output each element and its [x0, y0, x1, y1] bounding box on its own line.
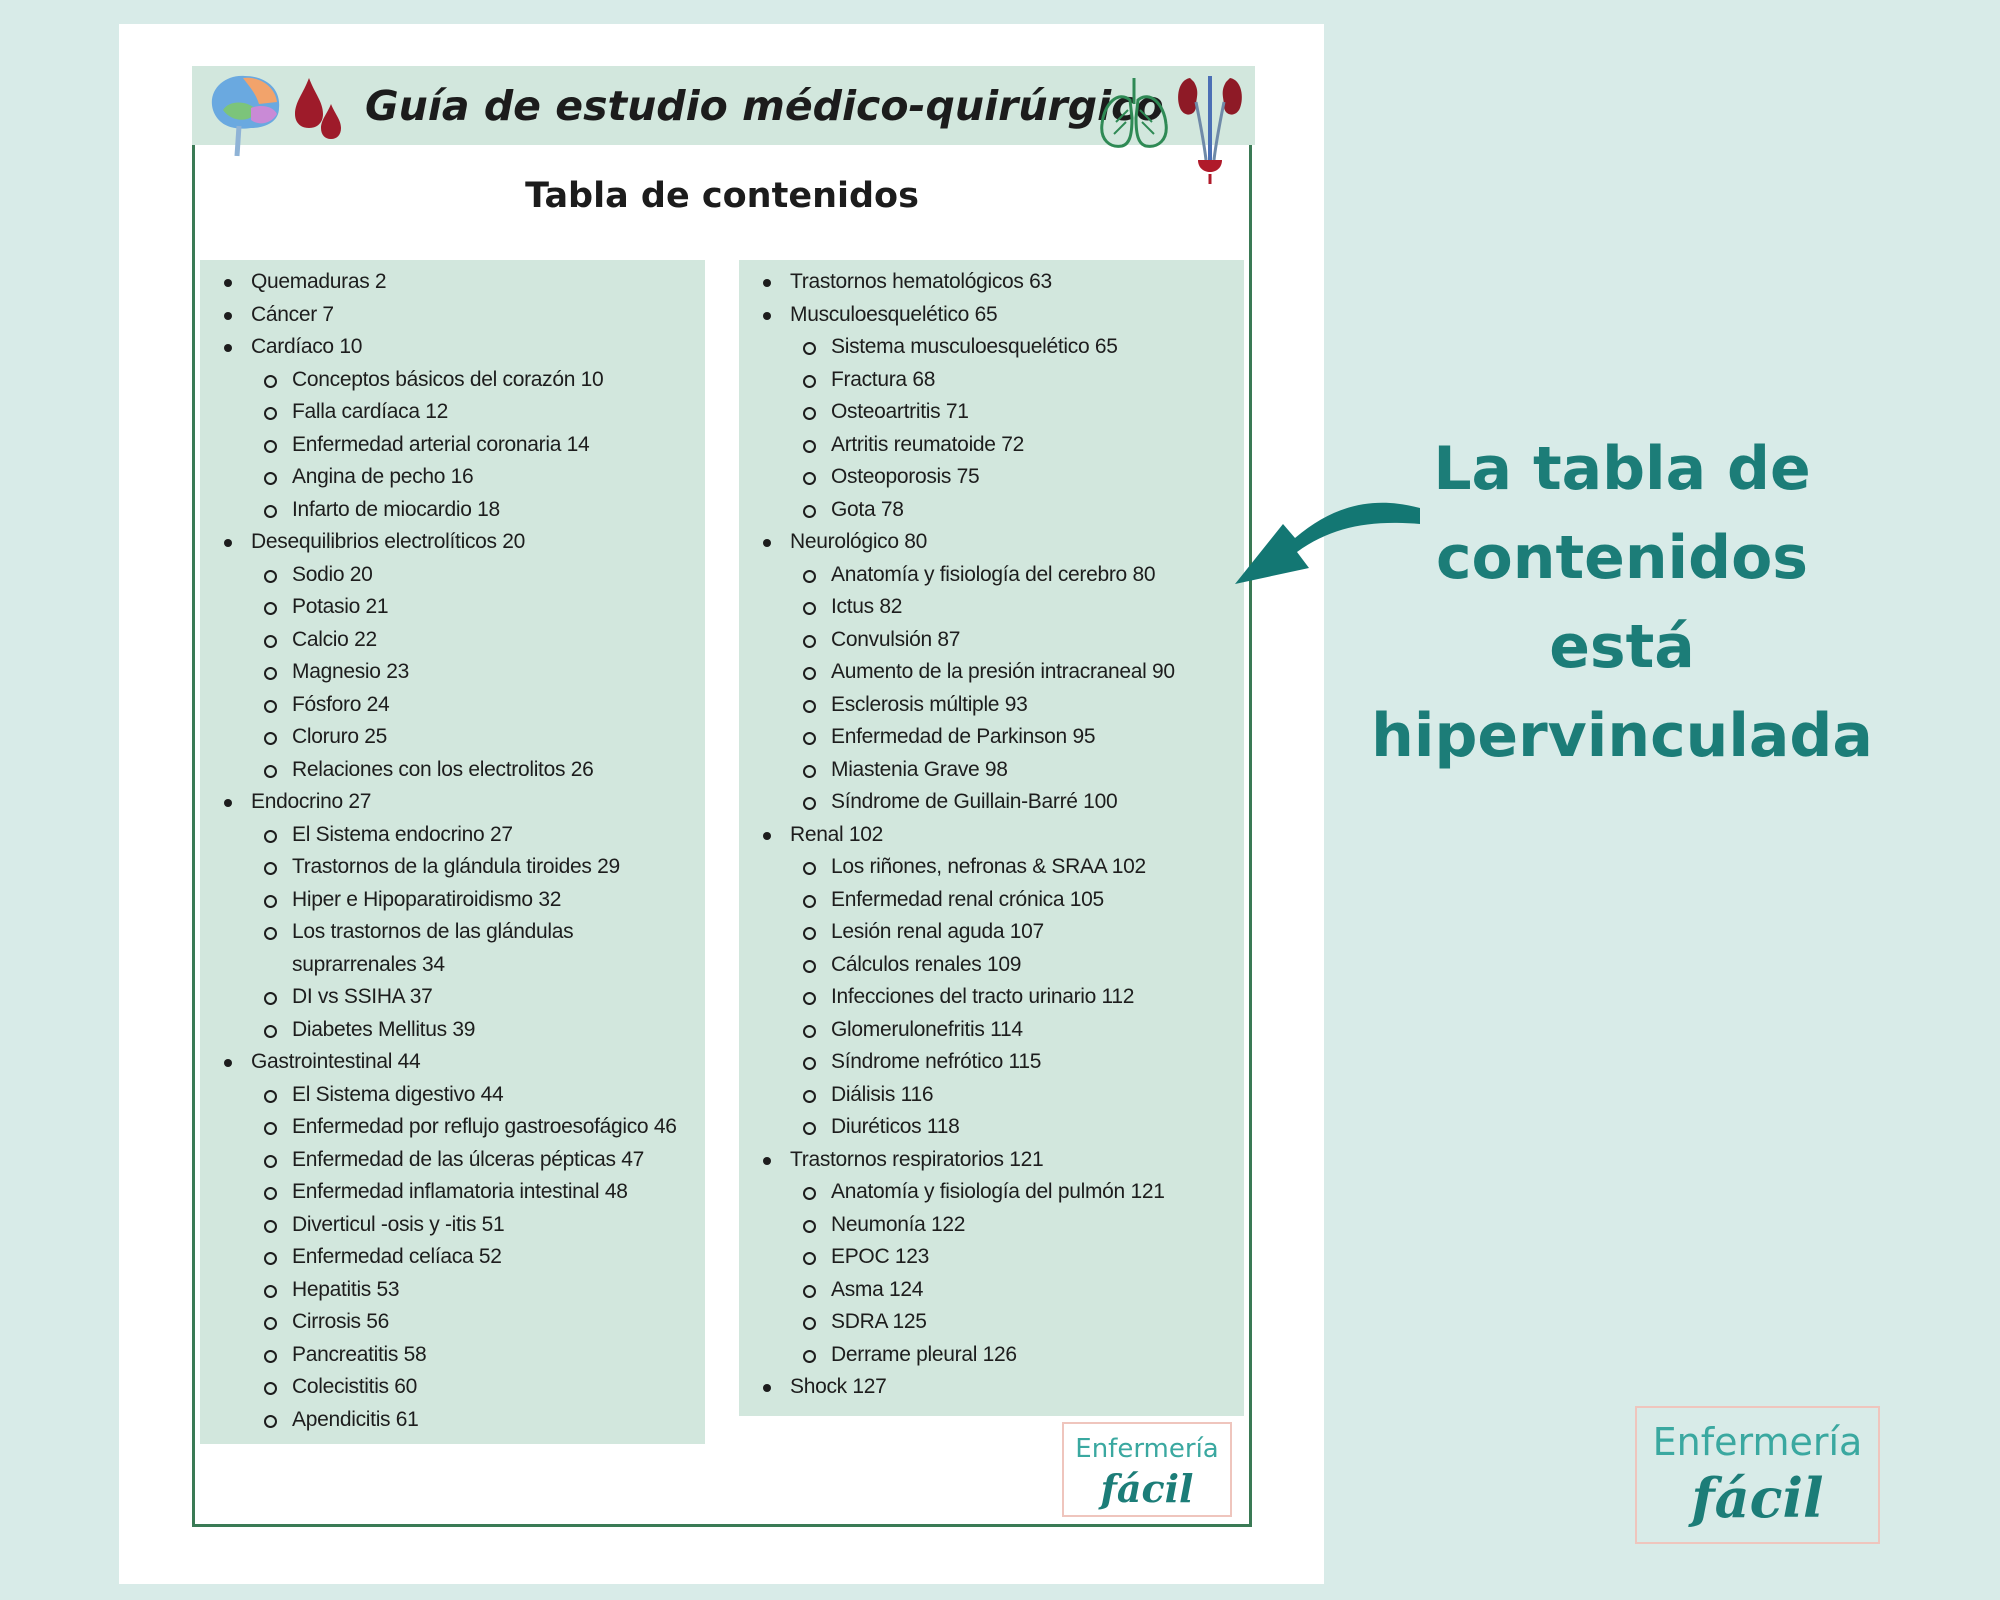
toc-subsection-link[interactable]	[200, 819, 705, 852]
toc-subsection-link[interactable]	[200, 364, 705, 397]
toc-subsection-link[interactable]	[739, 1339, 1244, 1372]
toc-entry-label: Trastornos de la glándula tiroides 29	[292, 855, 620, 878]
toc-entry-label: Colecistitis 60	[292, 1375, 418, 1398]
toc-section-link[interactable]	[739, 299, 1244, 332]
logo-brand	[1635, 1406, 1880, 1544]
toc-entry-label: Infecciones del tracto urinario 112	[831, 985, 1135, 1008]
toc-subsection-link[interactable]	[739, 591, 1244, 624]
toc-entry-label: Sistema musculoesquelético 65	[831, 335, 1118, 358]
toc-entry-label: Lesión renal aguda 107	[831, 920, 1044, 943]
toc-entry-label: Miastenia Grave 98	[831, 757, 1008, 781]
toc-heading: Tabla de contenidos	[525, 176, 919, 216]
toc-entry-label: Conceptos básicos del corazón 10	[292, 367, 604, 391]
toc-subsection-link[interactable]	[200, 429, 705, 462]
toc-entry-label: Enfermedad renal crónica 105	[831, 887, 1104, 911]
toc-subsection-link[interactable]	[200, 494, 705, 527]
toc-entry-label: Artritis reumatoide 72	[831, 432, 1024, 456]
toc-subsection-link[interactable]	[739, 1079, 1244, 1112]
toc-entry-label: Desequilibrios electrolíticos 20	[251, 530, 526, 553]
callout-line-1: La tabla de	[1433, 434, 1811, 504]
toc-subsection-link[interactable]	[200, 461, 705, 494]
toc-column-right	[739, 260, 1244, 1416]
toc-entry-label: Potasio 21	[292, 595, 389, 618]
document-title: Guía de estudio médico-quirúrgico	[365, 82, 1164, 130]
toc-subsection-link[interactable]	[200, 1079, 705, 1112]
blood-drops-icon	[293, 76, 345, 142]
toc-entry-label: Convulsión 87	[831, 627, 961, 651]
toc-column-left	[200, 260, 705, 1444]
callout-line-2: contenidos	[1435, 523, 1809, 593]
toc-entry-label: Shock 127	[790, 1375, 887, 1398]
toc-subsection-link[interactable]	[739, 624, 1244, 657]
toc-section-link[interactable]	[739, 1144, 1244, 1177]
toc-section-link[interactable]	[200, 266, 705, 299]
toc-entry-label: Falla cardíaca 12	[292, 400, 448, 423]
toc-entry-label: EPOC 123	[831, 1245, 929, 1268]
toc-subsection-link[interactable]	[739, 1274, 1244, 1307]
toc-subsection-link[interactable]	[200, 1014, 705, 1047]
logo-word: Enfermería	[1652, 1420, 1863, 1464]
toc-subsection-link[interactable]	[200, 624, 705, 657]
toc-subsection-link[interactable]	[739, 851, 1244, 884]
toc-entry-label: Neumonía 122	[831, 1212, 966, 1236]
toc-subsection-link[interactable]	[739, 1209, 1244, 1242]
toc-subsection-link[interactable]	[739, 981, 1244, 1014]
logo-document	[1062, 1422, 1232, 1517]
toc-subsection-link[interactable]	[200, 559, 705, 592]
toc-entry-label: Fractura 68	[831, 367, 936, 391]
toc-entry-label: Neurológico 80	[790, 530, 928, 553]
toc-subsection-link[interactable]	[200, 1209, 705, 1242]
toc-entry-label: suprarrenales 34	[292, 952, 445, 976]
toc-section-link[interactable]	[200, 786, 705, 819]
toc-entry-label: Enfermedad celíaca 52	[292, 1245, 502, 1268]
toc-entry-label: Glomerulonefritis 114	[831, 1017, 1023, 1041]
toc-subsection-link[interactable]	[739, 721, 1244, 754]
toc-entry-label: Apendicitis 61	[292, 1407, 419, 1431]
toc-subsection-link[interactable]	[739, 364, 1244, 397]
toc-entry-label: Enfermedad por reflujo gastroesofágico 46	[292, 1115, 677, 1138]
toc-entry-label: Aumento de la presión intracraneal 90	[831, 660, 1175, 683]
toc-subsection-link[interactable]	[200, 949, 705, 982]
toc-entry-label: Los trastornos de las glándulas	[292, 920, 574, 943]
callout-line-3: está	[1549, 612, 1695, 682]
toc-entry-label: Diverticul -osis y -itis 51	[292, 1212, 505, 1236]
toc-entry-label: SDRA 125	[831, 1310, 927, 1333]
toc-subsection-link[interactable]	[200, 1176, 705, 1209]
toc-subsection-link[interactable]	[739, 331, 1244, 364]
toc-subsection-link[interactable]	[739, 1241, 1244, 1274]
toc-entry-label: Cáncer 7	[251, 302, 334, 326]
toc-entry-label: Trastornos hematológicos 63	[790, 270, 1052, 293]
toc-subsection-link[interactable]	[200, 689, 705, 722]
toc-subsection-link[interactable]	[739, 916, 1244, 949]
toc-subsection-link[interactable]	[739, 689, 1244, 722]
toc-section-link[interactable]	[200, 1046, 705, 1079]
toc-section-link[interactable]	[200, 299, 705, 332]
toc-entry-label: Endocrino 27	[251, 790, 372, 813]
toc-entry-label: Cirrosis 56	[292, 1310, 390, 1333]
toc-entry-label: Enfermedad arterial coronaria 14	[292, 432, 590, 456]
logo-script: fácil	[1100, 1466, 1194, 1511]
toc-entry-label: Osteoporosis 75	[831, 465, 980, 488]
toc-subsection-link[interactable]	[739, 1176, 1244, 1209]
toc-entry-label: Musculoesquelético 65	[790, 302, 998, 326]
toc-subsection-link[interactable]	[739, 494, 1244, 527]
toc-entry-label: Enfermedad de las úlceras pépticas 47	[292, 1147, 644, 1171]
logo-word: Enfermería	[1075, 1434, 1219, 1464]
lungs-icon	[1098, 74, 1170, 152]
toc-entry-label: Cloruro 25	[292, 725, 388, 748]
toc-entry-label: Trastornos respiratorios 121	[790, 1147, 1044, 1171]
toc-entry-label: Magnesio 23	[292, 660, 409, 683]
toc-subsection-link[interactable]	[200, 1371, 705, 1404]
toc-subsection-link[interactable]	[200, 1144, 705, 1177]
toc-entry-label: Los riñones, nefronas & SRAA 102	[831, 855, 1146, 878]
toc-subsection-link[interactable]	[200, 754, 705, 787]
toc-subsection-link[interactable]	[200, 981, 705, 1014]
toc-subsection-link[interactable]	[200, 851, 705, 884]
toc-section-link[interactable]	[739, 819, 1244, 852]
callout-line-4: hipervinculada	[1371, 701, 1873, 771]
toc-entry-label: Asma 124	[831, 1277, 924, 1301]
toc-entry-label: Anatomía y fisiología del pulmón 121	[831, 1180, 1165, 1203]
toc-section-link[interactable]	[739, 526, 1244, 559]
toc-entry-label: Diabetes Mellitus 39	[292, 1017, 476, 1041]
toc-subsection-link[interactable]	[739, 396, 1244, 429]
toc-entry-label: Relaciones con los electrolitos 26	[292, 757, 594, 781]
toc-entry-label: El Sistema digestivo 44	[292, 1082, 504, 1106]
toc-entry-label: Fósforo 24	[292, 692, 390, 716]
toc-subsection-link[interactable]	[200, 591, 705, 624]
toc-section-link[interactable]	[739, 266, 1244, 299]
hyperlink-callout	[1352, 425, 1892, 781]
toc-entry-label: Infarto de miocardio 18	[292, 497, 500, 521]
toc-entry-label: DI vs SSIHA 37	[292, 985, 433, 1008]
toc-entry-label: Calcio 22	[292, 627, 377, 651]
toc-subsection-link[interactable]	[200, 884, 705, 917]
toc-entry-label: Pancreatitis 58	[292, 1342, 427, 1366]
toc-subsection-link[interactable]	[200, 1274, 705, 1307]
logo-script: fácil	[1691, 1466, 1824, 1530]
toc-entry-label: Síndrome nefrótico 115	[831, 1050, 1042, 1073]
toc-subsection-link[interactable]	[200, 1306, 705, 1339]
toc-subsection-link[interactable]	[739, 949, 1244, 982]
toc-entry-label: El Sistema endocrino 27	[292, 822, 513, 846]
toc-section-link[interactable]	[200, 526, 705, 559]
brain-icon	[203, 70, 285, 162]
toc-entry-label: Angina de pecho 16	[292, 465, 474, 488]
toc-subsection-link[interactable]	[200, 1111, 705, 1144]
toc-entry-label: Diálisis 116	[831, 1082, 934, 1106]
toc-subsection-link[interactable]	[739, 461, 1244, 494]
toc-entry-label: Renal 102	[790, 822, 884, 846]
toc-subsection-link[interactable]	[739, 1014, 1244, 1047]
toc-subsection-link[interactable]	[200, 1241, 705, 1274]
toc-entry-label: Osteoartritis 71	[831, 400, 969, 423]
toc-entry-label: Enfermedad de Parkinson 95	[831, 725, 1096, 748]
toc-subsection-link[interactable]	[739, 1046, 1244, 1079]
toc-subsection-link[interactable]	[739, 786, 1244, 819]
toc-entry-label: Quemaduras 2	[251, 270, 387, 293]
toc-entry-label: Gota 78	[831, 497, 904, 521]
toc-entry-label: Ictus 82	[831, 595, 903, 618]
toc-entry-label: Anatomía y fisiología del cerebro 80	[831, 562, 1156, 586]
toc-subsection-link[interactable]	[200, 396, 705, 429]
toc-entry-label: Derrame pleural 126	[831, 1342, 1017, 1366]
toc-subsection-link[interactable]	[739, 1306, 1244, 1339]
toc-subsection-link[interactable]	[200, 1339, 705, 1372]
toc-entry-label: Síndrome de Guillain-Barré 100	[831, 790, 1118, 813]
toc-subsection-link[interactable]	[739, 656, 1244, 689]
toc-subsection-link[interactable]	[739, 559, 1244, 592]
toc-entry-label: Sodio 20	[292, 562, 373, 586]
toc-entry-label: Cardíaco 10	[251, 335, 363, 358]
toc-subsection-link[interactable]	[739, 884, 1244, 917]
toc-section-link[interactable]	[739, 1371, 1244, 1404]
toc-subsection-link[interactable]	[200, 916, 705, 949]
toc-entry-label: Hiper e Hipoparatiroidismo 32	[292, 887, 562, 911]
kidneys-icon	[1176, 72, 1244, 190]
toc-subsection-link[interactable]	[739, 429, 1244, 462]
toc-entry-label: Enfermedad inflamatoria intestinal 48	[292, 1180, 628, 1203]
toc-subsection-link[interactable]	[200, 1404, 705, 1437]
toc-section-link[interactable]	[200, 331, 705, 364]
toc-entry-label: Hepatitis 53	[292, 1277, 400, 1301]
toc-subsection-link[interactable]	[200, 721, 705, 754]
toc-subsection-link[interactable]	[200, 656, 705, 689]
toc-entry-label: Esclerosis múltiple 93	[831, 692, 1028, 716]
toc-entry-label: Gastrointestinal 44	[251, 1050, 421, 1073]
toc-subsection-link[interactable]	[739, 1111, 1244, 1144]
toc-entry-label: Cálculos renales 109	[831, 952, 1022, 976]
toc-entry-label: Diuréticos 118	[831, 1115, 960, 1138]
toc-subsection-link[interactable]	[739, 754, 1244, 787]
